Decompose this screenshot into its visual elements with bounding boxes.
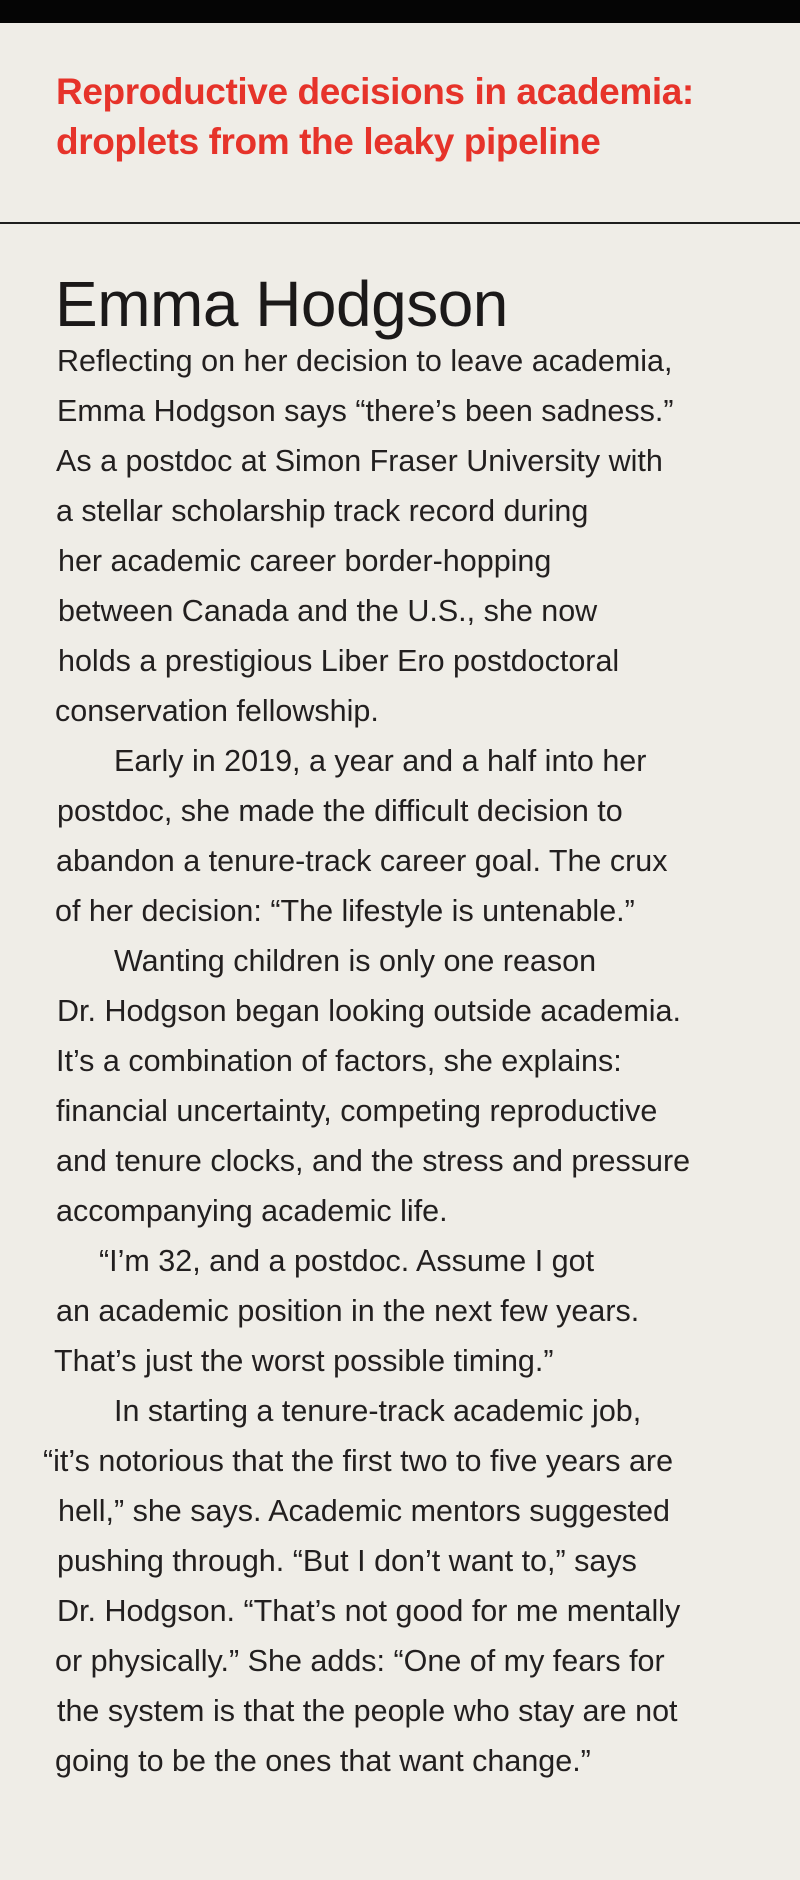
- text-line: conservation fellowship.: [55, 694, 379, 728]
- text-line: between Canada and the U.S., she now: [58, 594, 598, 628]
- text-line: Early in 2019, a year and a half into her: [114, 744, 647, 778]
- text-line: “I’m 32, and a postdoc. Assume I got: [99, 1244, 595, 1278]
- text-line: In starting a tenure-track academic job,: [114, 1394, 642, 1428]
- article-title-line-1: Reproductive decisions in academia:: [56, 71, 694, 112]
- text-line: That’s just the worst possible timing.”: [54, 1344, 554, 1378]
- text-line: abandon a tenure-track career goal. The crux: [56, 844, 668, 878]
- text-line: an academic position in the next few years.: [56, 1294, 640, 1328]
- text-line: Wanting children is only one reason: [114, 944, 597, 978]
- text-line: postdoc, she made the difficult decision to: [57, 794, 623, 828]
- article-title: [56, 67, 776, 167]
- text-line: hell,” she says. Academic mentors suggested: [58, 1494, 670, 1528]
- text-line: It’s a combination of factors, she explains:: [56, 1044, 622, 1078]
- article-header: [0, 23, 800, 223]
- text-line: a stellar scholarship track record during: [56, 494, 589, 528]
- text-line: accompanying academic life.: [56, 1194, 448, 1228]
- text-line: holds a prestigious Liber Ero postdoctoral: [58, 644, 620, 678]
- text-line: As a postdoc at Simon Fraser University with: [56, 444, 663, 478]
- text-line: pushing through. “But I don’t want to,” says: [57, 1544, 637, 1578]
- text-line: “it’s notorious that the first two to five years are: [43, 1444, 674, 1478]
- top-black-bar: [0, 0, 800, 23]
- text-line: going to be the ones that want change.”: [55, 1744, 591, 1778]
- text-line: her academic career border-hopping: [58, 544, 552, 578]
- text-line: Reflecting on her decision to leave academia,: [57, 344, 673, 378]
- text-line: Emma Hodgson says “there’s been sadness.”: [57, 394, 674, 428]
- article-title-line-2: droplets from the leaky pipeline: [56, 121, 601, 162]
- text-line: or physically.” She adds: “One of my fears for: [55, 1644, 665, 1678]
- text-line: and tenure clocks, and the stress and pressure: [56, 1144, 691, 1178]
- text-line: Dr. Hodgson began looking outside academia.: [57, 994, 681, 1028]
- text-line: the system is that the people who stay are not: [57, 1694, 678, 1728]
- profile-name: Emma Hodgson: [55, 268, 508, 340]
- text-line: of her decision: “The lifestyle is untenable.”: [55, 894, 635, 928]
- text-line: Dr. Hodgson. “That’s not good for me mentally: [57, 1594, 681, 1628]
- article-body: [0, 224, 800, 1880]
- text-line: financial uncertainty, competing reproductive: [56, 1094, 658, 1128]
